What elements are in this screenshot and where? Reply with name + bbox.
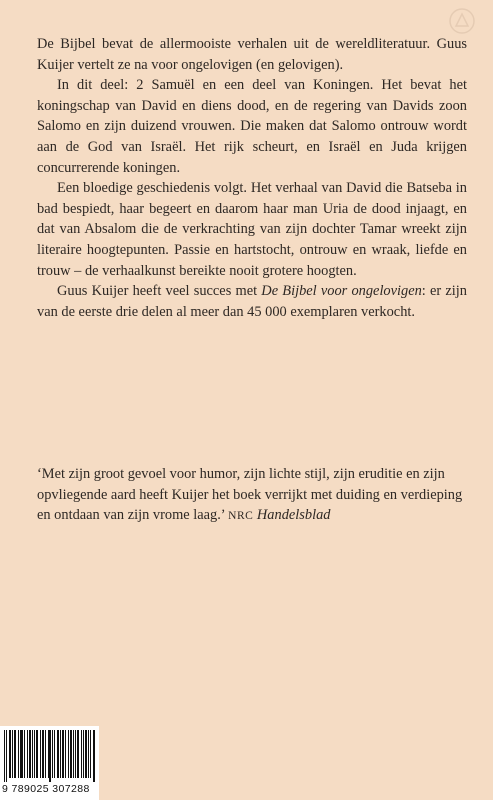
barcode-bar [52, 730, 53, 778]
barcode-bar [86, 730, 87, 778]
barcode-bar [27, 730, 28, 778]
barcode-bar [18, 730, 19, 778]
barcode-bars [4, 730, 96, 782]
barcode-bar [83, 730, 84, 778]
barcode-bar [43, 730, 44, 778]
barcode-bar [94, 730, 95, 782]
series-title: De Bijbel voor ongelovigen [261, 283, 422, 300]
barcode-bar [6, 730, 7, 782]
barcode-bar [32, 730, 33, 778]
success-text-end: : er zijn van de eerste drie delen al meer dan 45 000 exemplaren verkocht. [37, 283, 467, 320]
barcode-bar [93, 730, 94, 782]
barcode-bar [49, 730, 50, 782]
barcode-bar [12, 730, 13, 778]
barcode-bar [57, 730, 58, 778]
blurb-paragraph-highlights: Een bloedige geschiedenis volgt. Het verhaal van David die Batseba in bad bespiedt, haar begeert en daarom haar man Uria de dood injaagt, en dat van Absalom die de verkrachting van zijn dochter Tamar wreekt zijn literaire hoogtepunten. Passie en hartstocht, ontrouw en wraak, liefde en trouw – de verhaalkunst bereikte nooit grotere hoogten. [37, 180, 467, 279]
barcode-bar [36, 730, 37, 778]
barcode-bar [14, 730, 15, 778]
blurb-paragraph-intro: De Bijbel bevat de allermooiste verhalen uit de wereldliteratuur. Guus Kuijer vertelt ze na voor ongelovigen (en gelovigen). [37, 36, 467, 73]
barcode-bar [22, 730, 23, 778]
barcode-bar [63, 730, 64, 778]
blurb-paragraph-success [37, 281, 467, 322]
barcode-bar [73, 730, 74, 778]
barcode-bar [20, 730, 21, 778]
barcode-bar [65, 730, 66, 778]
barcode-bar [50, 730, 51, 782]
isbn-barcode [0, 726, 99, 800]
barcode-bar [40, 730, 41, 778]
barcode-bar [62, 730, 63, 778]
barcode-bar [15, 730, 16, 778]
barcode-bar [29, 730, 30, 778]
barcode-bar [81, 730, 82, 778]
barcode-bar [85, 730, 86, 778]
barcode-bar [4, 730, 5, 782]
review-quote [37, 464, 467, 527]
barcode-bar [90, 730, 91, 778]
barcode-bar [75, 730, 76, 778]
barcode-bar [77, 730, 78, 778]
barcode-bar [42, 730, 43, 778]
barcode-bar [10, 730, 11, 778]
barcode-bar [60, 730, 61, 778]
barcode-bar [48, 730, 49, 778]
barcode-bar [9, 730, 10, 778]
blurb-paragraph-contents: In dit deel: 2 Samuël en een deel van Koningen. Het bevat het koningschap van David en diens dood, en de regering van Davids zoon Salomo en zijn duizend vrouwen. Die maken dat Salomo ontrouw wordt aan de God van Israël. Het rijk scheurt, en Israël en Juda krijgen concurrerende koningen. [37, 77, 467, 176]
barcode-bar [58, 730, 59, 778]
barcode-bar [37, 730, 38, 778]
barcode-bar [54, 730, 55, 778]
barcode-bar [70, 730, 71, 778]
publisher-emblem-icon [447, 6, 477, 36]
barcode-bar [78, 730, 79, 778]
blurb-text [37, 34, 467, 322]
barcode-bar [21, 730, 22, 778]
review-quote-paragraph [37, 464, 467, 527]
barcode-bar [88, 730, 89, 778]
quote-source-name: Handelsblad [256, 507, 331, 524]
isbn-number: 9 789025 307288 [2, 783, 90, 795]
barcode-bar [68, 730, 69, 778]
quote-text: ‘Met zijn groot gevoel voor humor, zijn lichte stijl, zijn eruditie en zijn opvliegende aard heeft Kuijer het boek verrijkt met duiding en verdieping en ontdaan van zijn vrome laag.’ [37, 466, 463, 524]
barcode-bar [34, 730, 35, 778]
barcode-bar [24, 730, 25, 778]
success-text-start: Guus Kuijer heeft veel succes met [57, 283, 262, 300]
quote-source-abbr: NRC [228, 510, 254, 523]
barcode-bar [71, 730, 72, 778]
barcode-bar [30, 730, 31, 778]
barcode-bar [45, 730, 46, 778]
